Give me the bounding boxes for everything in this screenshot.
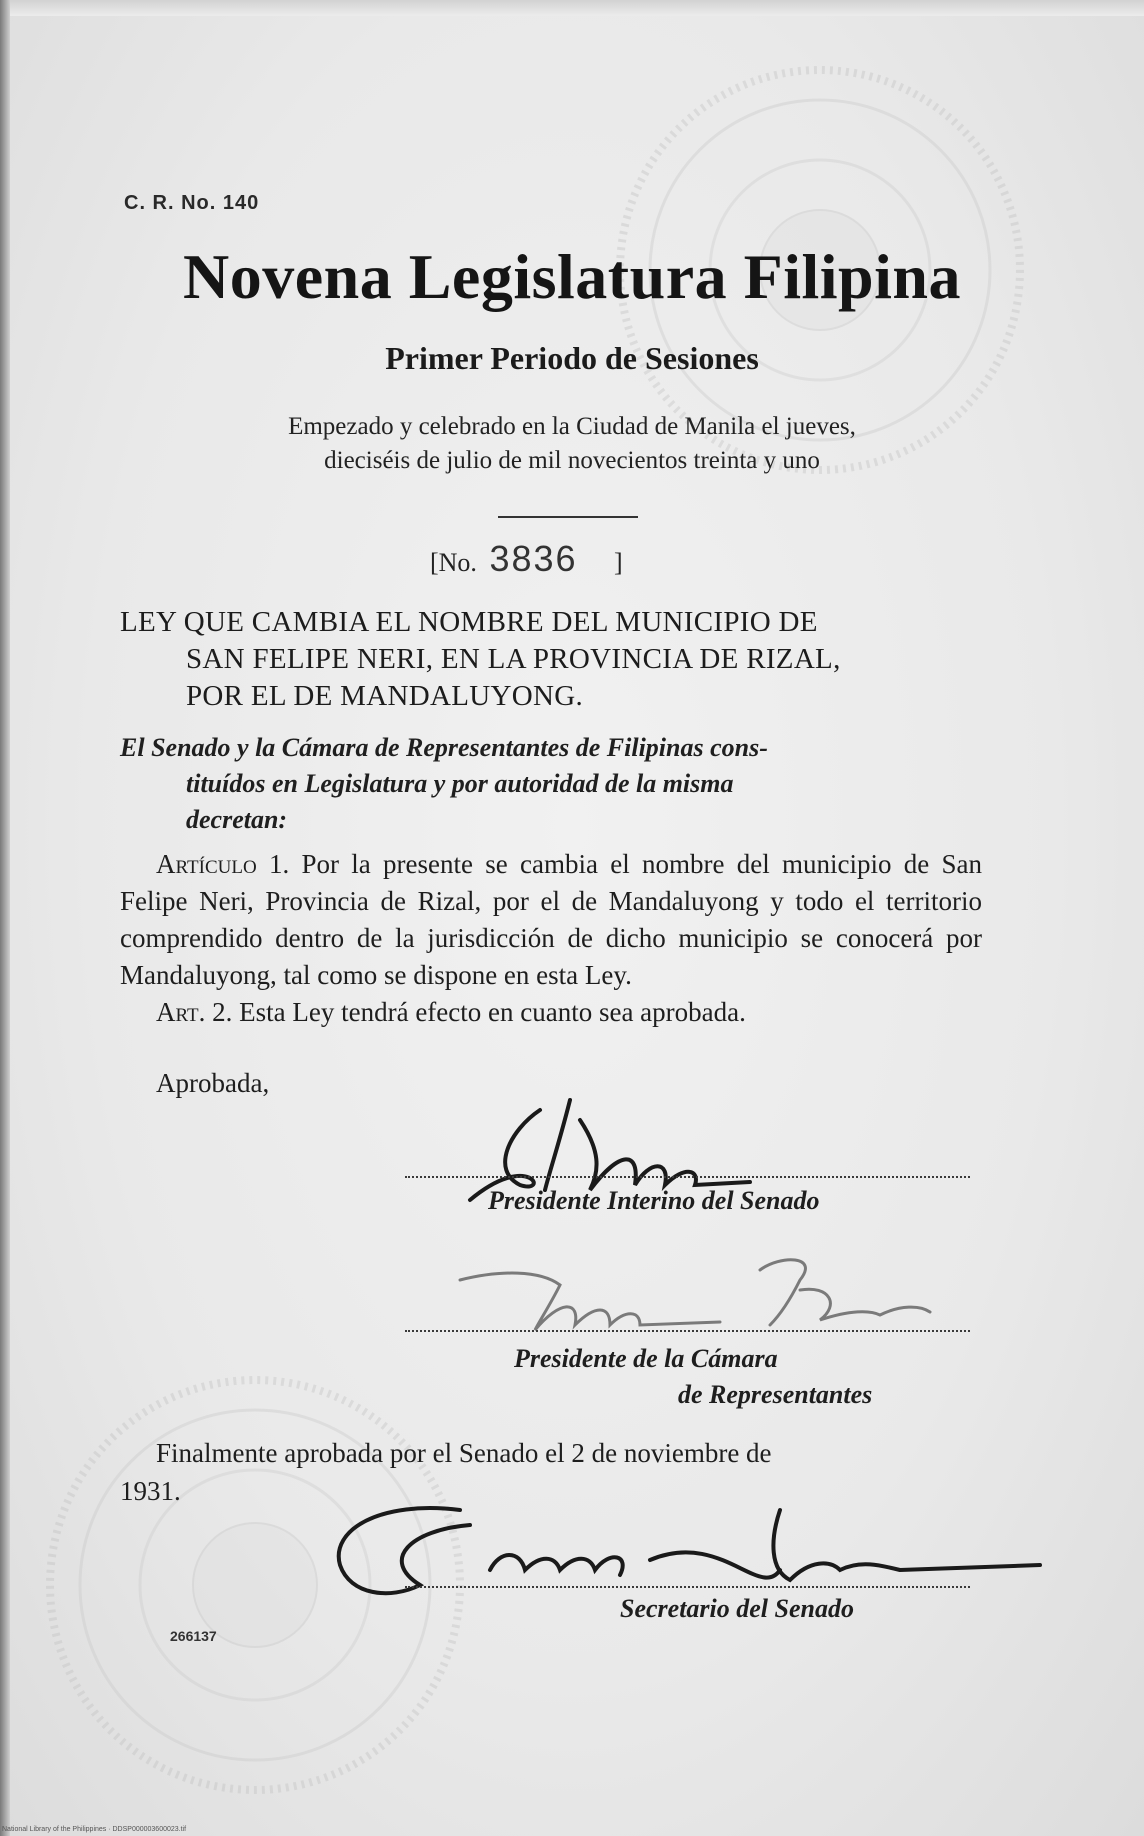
article-1-text: Por la presente se cambia el nombre del municipio de San Felipe Neri, Provincia de Rizal, por el de Mandaluyong y todo el territorio comprendido dentro de la jurisdicción de dicho municipio se conocerá por Mandaluyong, tal como se dispone en esta Ley. <box>120 849 983 990</box>
session-subtitle: Primer Periodo de Sesiones <box>385 340 759 376</box>
enacting-clause-line-1: El Senado y la Cámara de Representantes de Filipinas cons- <box>120 733 768 762</box>
intro-line-2: dieciséis de julio de mil novecientos treinta y uno <box>324 447 820 474</box>
law-title-line-1: LEY QUE CAMBIA EL NOMBRE DEL MUNICIPIO DE <box>120 606 818 638</box>
stamp-number: 266137 <box>170 1628 217 1644</box>
enacting-clause <box>120 730 998 838</box>
article-2-text: Esta Ley tendrá efecto en cuanto sea aprobada. <box>239 997 746 1027</box>
law-title <box>120 604 1020 715</box>
approved-label: Aprobada, <box>156 1068 270 1098</box>
signature-line-3 <box>405 1586 970 1588</box>
law-number-suffix: ] <box>614 548 623 577</box>
scan-top-edge <box>0 0 1144 16</box>
signature-house-speaker <box>460 1250 980 1340</box>
cr-number: C. R. No. 140 <box>124 192 260 214</box>
divider-rule <box>498 516 638 518</box>
article-1 <box>120 846 982 994</box>
law-number-value: 3836 <box>489 538 578 579</box>
final-approval-text: Finalmente aprobada por el Senado el 2 de noviembre de <box>156 1438 772 1468</box>
law-number-prefix: [No. <box>430 548 477 577</box>
article-2-label: Art. 2. <box>156 997 233 1027</box>
signature-line-2 <box>405 1330 970 1332</box>
house-speaker-title-line-2: de Representantes <box>678 1380 873 1409</box>
intro-line-1: Empezado y celebrado en la Ciudad de Manila el jueves, <box>288 413 856 440</box>
enacting-clause-line-3: decretan: <box>186 805 288 834</box>
intro-text <box>120 410 1024 478</box>
article-2 <box>120 994 982 1031</box>
law-title-line-3: POR EL DE MANDALUYONG. <box>186 680 584 712</box>
law-title-line-2: SAN FELIPE NERI, EN LA PROVINCIA DE RIZAL, <box>186 643 841 675</box>
senate-secretary-title: Secretario del Senado <box>620 1594 854 1623</box>
law-number <box>430 538 623 580</box>
house-speaker-title-line-1: Presidente de la Cámara <box>514 1344 778 1373</box>
signature-line-1 <box>405 1176 970 1178</box>
document-title: Novena Legislatura Filipina <box>183 241 961 312</box>
scan-footer: National Library of the Philippines · DDSP000003600023.tif <box>2 1826 187 1833</box>
articles <box>120 846 982 1031</box>
enacting-clause-line-2: tituídos en Legislatura y por autoridad de la misma <box>186 769 734 798</box>
final-approval-year: 1931. <box>120 1476 181 1506</box>
senate-president-title: Presidente Interino del Senado <box>488 1186 820 1215</box>
article-1-label: Artículo 1. <box>156 849 290 879</box>
